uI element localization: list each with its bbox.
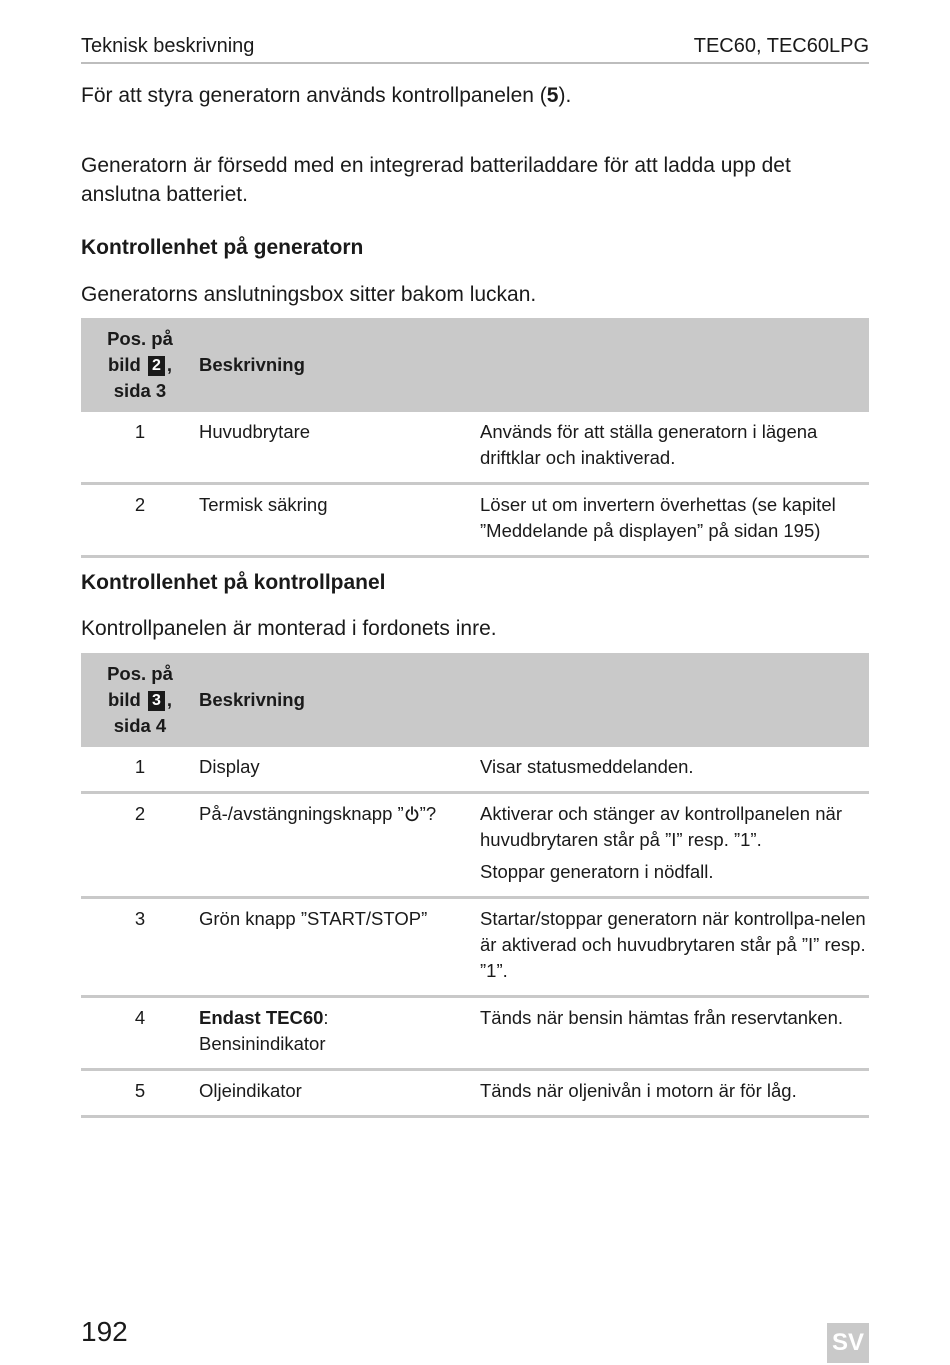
- control-panel-table: [81, 653, 869, 1118]
- table-row: [81, 484, 869, 557]
- row-desc: [480, 793, 869, 898]
- row-name-text: :: [323, 1007, 329, 1028]
- table-row: [81, 412, 869, 484]
- pos-column-header: [81, 653, 199, 747]
- table-row: [81, 793, 869, 898]
- table-row: [81, 747, 869, 793]
- row-name-text: Bensinindikator: [199, 1033, 326, 1054]
- pos-header-text: sida 4: [113, 715, 167, 736]
- empty-column-header: [480, 653, 869, 747]
- section-text-control-panel: Kontrollpanelen är monterad i fordonets inre.: [81, 617, 497, 640]
- row-name: Huvudbrytare: [199, 412, 480, 484]
- figure-ref-badge: 2: [148, 356, 165, 376]
- pos-header-text: ,: [166, 354, 173, 375]
- row-name: [199, 997, 480, 1070]
- pos-column-header: [81, 318, 199, 412]
- row-desc: Används för att ställa generatorn i lägena driftklar och inaktiverad.: [480, 412, 869, 484]
- pos-header-text: Pos. på: [107, 328, 173, 349]
- row-desc: Visar statusmeddelanden.: [480, 747, 869, 793]
- row-pos: 1: [81, 412, 199, 484]
- desc-column-header: Beskrivning: [199, 318, 480, 412]
- empty-column-header: [480, 318, 869, 412]
- intro-battery-charger: Generatorn är försedd med en integrerad batteriladdare för att ladda upp det anslutna batteriet.: [81, 154, 791, 206]
- row-pos: 2: [81, 484, 199, 557]
- row-desc-para: Stoppar generatorn i nödfall.: [480, 861, 714, 882]
- figure-ref-badge: 3: [148, 691, 165, 711]
- section-text-generator: Generatorns anslutningsbox sitter bakom luckan.: [81, 283, 537, 306]
- pos-header-text: bild: [107, 689, 141, 710]
- intro-ref-number: 5: [546, 84, 559, 107]
- row-name-text: På-/avstängningsknapp ”: [199, 803, 404, 824]
- row-pos: 5: [81, 1070, 199, 1117]
- row-name: [199, 793, 480, 898]
- pos-header-text: bild: [107, 354, 141, 375]
- language-badge: SV: [827, 1323, 869, 1363]
- power-icon: [405, 806, 419, 822]
- intro-control-panel: [81, 81, 869, 110]
- page-header: [81, 30, 869, 64]
- section-heading-control-panel: Kontrollenhet på kontrollpanel: [81, 571, 386, 594]
- table-header-row: [81, 318, 869, 412]
- table-row: [81, 997, 869, 1070]
- table-row: [81, 1070, 869, 1117]
- row-name: Grön knapp ”START/STOP”: [199, 898, 480, 997]
- row-name-text: ”?: [419, 803, 437, 824]
- generator-controls-table: [81, 318, 869, 558]
- table-row: [81, 898, 869, 997]
- row-pos: 1: [81, 747, 199, 793]
- page-number: 192: [81, 1316, 128, 1347]
- row-pos: 4: [81, 997, 199, 1070]
- header-section-title: Teknisk beskrivning: [81, 34, 255, 57]
- row-desc: Tänds när oljenivån i motorn är för låg.: [480, 1070, 869, 1117]
- row-desc: Tänds när bensin hämtas från reservtanken.: [480, 997, 869, 1070]
- row-desc-para: Aktiverar och stänger av kontrollpanelen när huvudbrytaren står på ”I” resp. ”1”.: [480, 803, 842, 850]
- table-header-row: [81, 653, 869, 747]
- intro-text-end: ).: [558, 84, 572, 107]
- desc-column-header: Beskrivning: [199, 653, 480, 747]
- pos-header-text: sida 3: [113, 380, 167, 401]
- row-name: Termisk säkring: [199, 484, 480, 557]
- row-desc: Löser ut om invertern överhettas (se kapitel ”Meddelande på displayen” på sidan 195): [480, 484, 869, 557]
- section-heading-generator: Kontrollenhet på generatorn: [81, 236, 364, 259]
- row-name: Oljeindikator: [199, 1070, 480, 1117]
- pos-header-text: ,: [166, 689, 173, 710]
- header-model-names: TEC60, TEC60LPG: [693, 34, 869, 57]
- row-desc: Startar/stoppar generatorn när kontrollpa-nelen är aktiverad och huvudbrytaren står på ”I” resp. ”1”.: [480, 898, 869, 997]
- pos-header-text: Pos. på: [107, 663, 173, 684]
- intro-text: För att styra generatorn används kontrollpanelen (: [81, 84, 547, 107]
- row-name: Display: [199, 747, 480, 793]
- row-pos: 3: [81, 898, 199, 997]
- row-name-bold: Endast TEC60: [199, 1007, 324, 1028]
- row-pos: 2: [81, 793, 199, 898]
